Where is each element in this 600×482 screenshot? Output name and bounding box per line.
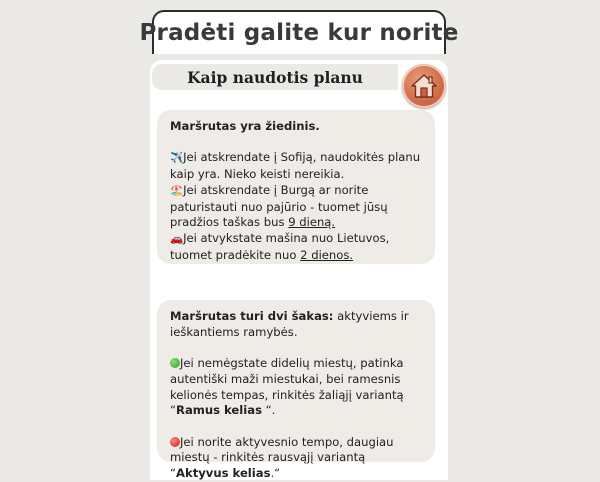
green-dot-icon — [170, 358, 180, 368]
calm-route-line: Jei nemėgstate didelių miestų, patinka autentiški maži miestukai, bei ramesnis kelionės tempas, rinkitės žaliąjį variantą “Ramus kelias “. — [170, 356, 404, 418]
beach-icon: 🏖️ — [170, 184, 184, 197]
burgas-line: 🏖️Jei atskrendate į Burgą ar norite paturistauti nuo pajūrio - tuomet jūsų pradžios taškas bus 9 dieną. — [170, 182, 388, 230]
day-2-link[interactable]: 2 dienos. — [300, 247, 354, 262]
active-route-label: Aktyvus kelias — [176, 466, 271, 480]
plan-header — [152, 64, 398, 90]
title-box — [139, 10, 459, 54]
branches-heading: Maršrutas turi dvi šakas: aktyviems ir ieškantiems ramybės. — [170, 309, 409, 339]
active-route-line: Jei norite aktyvesnio tempo, daugiau miestų - rinkitės rausvąjį variantą “Aktyvus kelias.“ — [170, 434, 394, 480]
home-button[interactable] — [402, 64, 446, 108]
day-9-link[interactable]: 9 dieną. — [288, 215, 336, 230]
route-info-card — [157, 110, 435, 264]
car-line: 🚗Jei atvykstate mašina nuo Lietuvos, tuomet pradėkite nuo 2 dienos. — [170, 230, 390, 262]
card-heading: Maršrutas yra žiedinis. — [170, 119, 320, 133]
red-dot-icon — [170, 437, 180, 447]
airplane-icon: ✈️ — [170, 152, 184, 165]
page-title: Pradėti galite kur norite — [139, 20, 459, 46]
plan-header-label: Kaip naudotis planu — [187, 67, 363, 87]
car-icon: 🚗 — [170, 232, 184, 245]
sofia-line: ✈️Jei atskrendate į Sofiją, naudokitės planu kaip yra. Nieko keisti nereikia. — [170, 150, 421, 182]
route-branches-card — [157, 300, 435, 480]
home-icon — [410, 72, 438, 100]
calm-route-label: Ramus kelias — [176, 403, 262, 418]
